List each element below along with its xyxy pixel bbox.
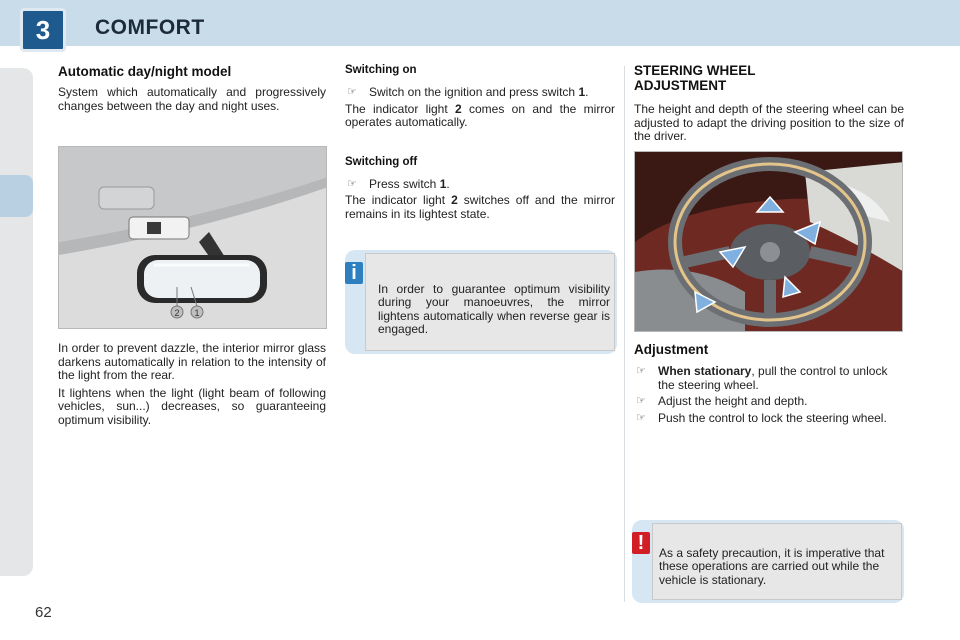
hand-pointer-icon: ☞ — [636, 365, 646, 377]
list-item: ☞ Switch on the ignition and press switch 1. — [347, 85, 589, 99]
switching-on-steps — [345, 86, 615, 100]
adjustment-heading: Adjustment — [634, 342, 709, 357]
steering-section — [634, 63, 904, 144]
warning-note — [632, 520, 904, 603]
mirror-illustration — [58, 146, 327, 329]
steering-intro: The height and depth of the steering wheel can be adjusted to adapt the driving position to the size of the driver. — [634, 102, 904, 144]
section-heading: Automatic day/night model — [58, 64, 232, 79]
list-item: ☞ Adjust the height and depth. — [636, 394, 808, 409]
steering-wheel-drawing — [635, 152, 903, 332]
column-divider — [624, 66, 625, 602]
info-note-text: In order to guarantee optimum visibility during your manoeuvres, the mirror lightens automatically when reverse gear is engaged. — [378, 282, 610, 337]
adjustment-steps — [634, 365, 904, 425]
switching-off-text: The indicator light 2 switches off and the mirror remains in its lightest state. — [345, 193, 615, 221]
body-text-1: In order to prevent dazzle, the interior mirror glass darkens automatically in relation to the intensity of the light from the rear. — [58, 341, 326, 383]
chapter-tab: 3 — [20, 8, 66, 52]
warning-note-text: As a safety precaution, it is imperative that these operations are carried out while the vehicle is stationary. — [659, 546, 885, 587]
mirror-description — [58, 342, 326, 428]
figure-label-2: 2 — [174, 308, 180, 318]
page-number: 62 — [35, 604, 52, 621]
hand-pointer-icon: ☞ — [636, 395, 646, 408]
switching-on-text: The indicator light 2 comes on and the mirror operates automatically. — [345, 101, 615, 130]
warning-icon: ! — [632, 532, 650, 554]
info-icon: i — [345, 262, 363, 284]
body-text-2: It lightens when the light (light beam of following vehicles, sun...) decreases, so guaranteeing optimum visibility. — [58, 385, 326, 427]
steering-wheel-illustration — [634, 151, 903, 332]
switching-on-heading: Switching on — [345, 64, 417, 76]
figure-label-1: 1 — [194, 308, 200, 318]
switching-off-steps — [345, 178, 615, 192]
intro-text: System which automatically and progressively changes between the day and night uses. — [58, 85, 326, 113]
switching-section — [345, 64, 615, 222]
page-title: COMFORT — [95, 16, 205, 39]
mirror-drawing — [59, 147, 327, 329]
hand-pointer-icon: ☞ — [347, 86, 357, 98]
list-item: ☞ When stationary, pull the control to unlock the steering wheel. — [636, 364, 888, 392]
hand-pointer-icon: ☞ — [636, 411, 646, 424]
side-rail-marker — [0, 175, 33, 217]
steering-heading: STEERING WHEEL ADJUSTMENT — [634, 63, 756, 93]
list-item: ☞ Press switch 1. — [347, 176, 450, 191]
info-note — [345, 250, 617, 354]
info-note-body — [365, 253, 615, 351]
side-rail — [0, 68, 33, 576]
hand-pointer-icon: ☞ — [347, 177, 357, 190]
auto-mirror-section — [58, 64, 326, 113]
adjustment-section — [634, 342, 904, 428]
list-item: ☞ Push the control to lock the steering wheel. — [636, 410, 887, 425]
warning-note-body — [652, 523, 902, 600]
switching-off-heading: Switching off — [345, 155, 418, 168]
